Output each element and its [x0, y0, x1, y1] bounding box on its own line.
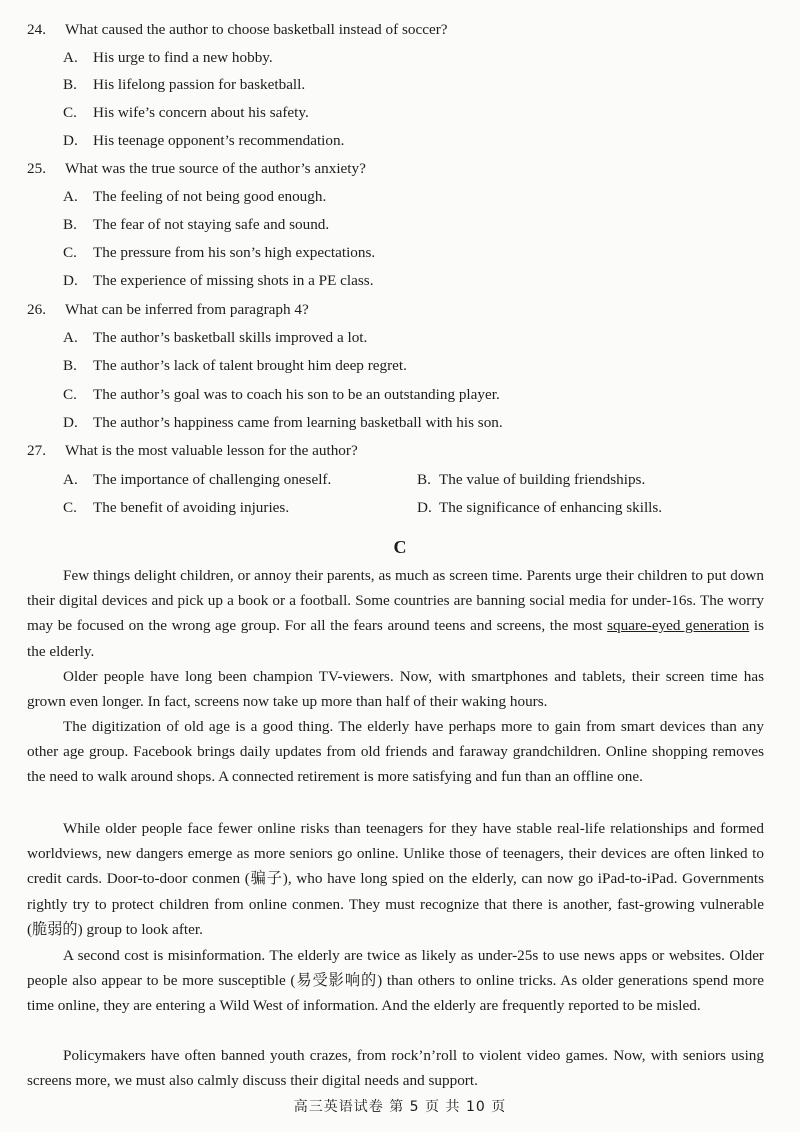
option-text: The author’s lack of talent brought him deep regret. [93, 357, 407, 374]
option-text: His lifelong passion for basketball. [93, 76, 306, 93]
passage-paragraph-5: A second cost is misinformation. The elderly are twice as likely as under-25s to use news apps or websites. Older people also appear to be more susceptible (易受影响的) than others to online tricks. As older generations spend more time online, they are entering a Wild West of information. And the elderly are frequently reported to be misled. [27, 947, 764, 1015]
paragraph-text: Few things delight children, or annoy their parents, as much as screen time. Parents urge their children to put down their digital devices and pick up a book or a football. Some countries are banning social media for under-16s. The worry may be focused on the wrong age group. For all the fears around teens and screens, the most [27, 567, 764, 635]
question-26 [27, 300, 309, 320]
option-letter: C. [63, 386, 77, 403]
option-text: The fear of not staying safe and sound. [93, 216, 330, 233]
option-letter: B. [417, 471, 431, 488]
option-letter: D. [63, 272, 78, 289]
option-27a [63, 470, 331, 490]
option-letter: A. [63, 188, 78, 205]
option-letter: B. [63, 357, 77, 374]
option-letter: C. [63, 499, 77, 516]
passage-paragraph-3: The digitization of old age is a good thing. The elderly have perhaps more to gain from smart devices than any other age group. Facebook brings daily updates from old friends and faraway grandchildren. Online shopping removes the need to walk around shops. A connected retirement is more satisfying and fun than an offline one. [27, 718, 764, 786]
option-text: The experience of missing shots in a PE class. [93, 272, 374, 289]
option-26b [63, 356, 407, 376]
option-letter: D. [63, 132, 78, 149]
page-footer: 高三英语试卷 第 5 页 共 10 页 [293, 1099, 507, 1115]
option-text: The benefit of avoiding injuries. [93, 499, 290, 516]
option-25b [63, 215, 329, 235]
option-26d [63, 413, 503, 433]
option-letter: C. [63, 104, 77, 121]
option-24d [63, 131, 344, 151]
passage-paragraph-2: Older people have long been champion TV-viewers. Now, with smartphones and tablets, their screen time has grown even longer. In fact, screens now take up more than half of their waking hours. [27, 668, 764, 711]
question-number: 24. [27, 21, 46, 38]
option-text: The author’s goal was to coach his son to be an outstanding player. [93, 386, 500, 403]
option-text: The pressure from his son’s high expectations. [93, 244, 376, 261]
option-25a [63, 187, 326, 207]
option-text: The feeling of not being good enough. [93, 188, 327, 205]
question-stem: What is the most valuable lesson for the author? [65, 442, 358, 459]
option-letter: A. [63, 471, 78, 488]
question-24 [27, 20, 448, 40]
option-text: The author’s happiness came from learning basketball with his son. [93, 414, 503, 431]
question-stem: What can be inferred from paragraph 4? [65, 301, 309, 318]
question-stem: What caused the author to choose basketball instead of soccer? [65, 21, 448, 38]
option-25c [63, 243, 375, 263]
option-24c [63, 103, 309, 123]
option-text: The significance of enhancing skills. [439, 499, 663, 516]
passage-paragraph-6: Policymakers have often banned youth crazes, from rock’n’roll to violent video games. Now, with seniors using screens more, we must also calmly discuss their digital needs and support. [27, 1047, 764, 1090]
option-26a [63, 328, 367, 348]
option-26c [63, 385, 500, 405]
option-27d [417, 498, 662, 518]
question-number: 27. [27, 442, 46, 459]
option-24a [63, 48, 273, 68]
option-letter: A. [63, 49, 78, 66]
question-27 [27, 441, 358, 461]
option-text: The importance of challenging oneself. [93, 471, 332, 488]
option-letter: B. [63, 216, 77, 233]
option-text: His wife’s concern about his safety. [93, 104, 309, 121]
option-letter: A. [63, 329, 78, 346]
question-25 [27, 159, 366, 179]
option-27b [417, 470, 645, 490]
question-number: 25. [27, 160, 46, 177]
option-27c [63, 498, 289, 518]
option-letter: D. [417, 499, 432, 516]
option-text: His teenage opponent’s recommendation. [93, 132, 345, 149]
question-number: 26. [27, 301, 46, 318]
option-text: His urge to find a new hobby. [93, 49, 273, 66]
question-stem: What was the true source of the author’s anxiety? [65, 160, 366, 177]
option-24b [63, 75, 305, 95]
option-text: The author’s basketball skills improved a lot. [93, 329, 368, 346]
option-letter: C. [63, 244, 77, 261]
option-text: The value of building friendships. [439, 471, 646, 488]
paragraph-text: is the elderly. [27, 617, 764, 660]
option-letter: D. [63, 414, 78, 431]
passage-paragraph-4: While older people face fewer online risks than teenagers for they have stable real-life relationships and formed worldviews, new dangers emerge as more seniors go online. Unlike those of teenagers, their devices are often linked to credit cards. Door-to-door conmen (骗子), who have long spied on the elderly, can now go iPad-to-iPad. Governments rightly try to protect children from online conmen. They must recognize that there is another, fast-growing vulnerable (脆弱的) group to look after. [27, 820, 764, 938]
option-letter: B. [63, 76, 77, 93]
passage-paragraph-1 [27, 563, 764, 664]
section-title: C [393, 537, 407, 557]
underlined-phrase: square-eyed generation [607, 617, 750, 635]
option-25d [63, 271, 374, 291]
